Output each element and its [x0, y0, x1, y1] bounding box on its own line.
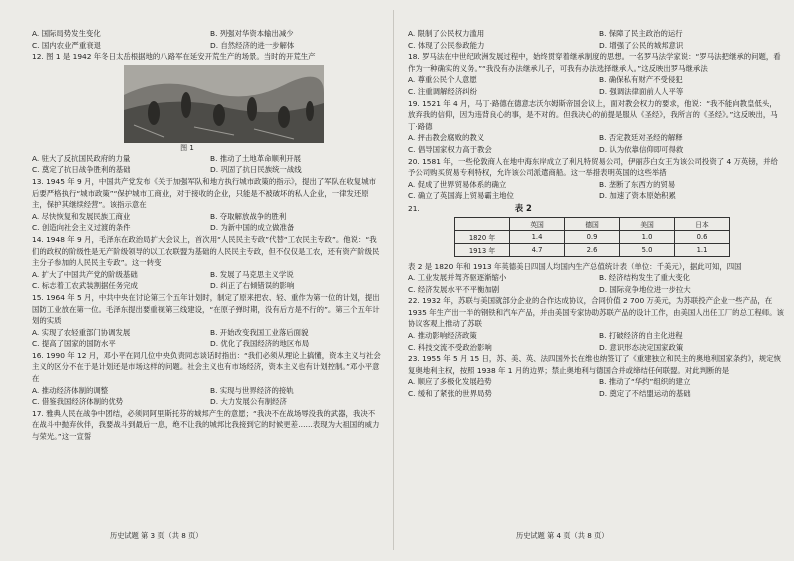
q18-option-a: A. 尊重公民个人意愿 — [408, 75, 477, 85]
q18-stem: 18. 罗马法在中世纪欧洲发展过程中，始终贯穿着继承制度的思想。一名罗马法学家说：“罗马法把继承的问题，看作为一种确实的义务。”“我没有办法继承儿子，可我有办法选择继承人。”这反映出罗马继承法 — [408, 52, 781, 73]
q12-option-b: B. 推动了土地革命顺利开展 — [210, 153, 302, 163]
q13-stem: 13. 1945 年 9 月，中国共产党发布《关于加强军队和地方执行城市政策的指示》，提出了军队在收复城市后要严格执行“城市政策”“保护城市工商业，对于接收的企业，只能是不被破坏的私人企业，一律发还原主，保护其继续经营”。该指示意在 — [32, 176, 376, 210]
q19-options — [408, 132, 784, 155]
q14-option-a: A. 扩大了中国共产党的阶级基础 — [32, 269, 138, 279]
q19-option-b: B. 否定教廷对圣经的解释 — [599, 133, 683, 143]
q12-stem: 12. 图 1 是 1942 年冬日太岳根据地的八路军在延安开荒生产的场景。当时的开荒生产 — [32, 52, 316, 62]
q11-options — [32, 28, 382, 51]
q23-option-c: C. 缓和了紧张的世界局势 — [408, 389, 492, 399]
q21-number: 21. — [408, 203, 420, 213]
q15-option-c: C. 提高了国家的国防水平 — [32, 339, 116, 349]
table-row — [455, 243, 730, 256]
table-cell: 1820 年 — [455, 230, 510, 243]
q14-stem: 14. 1948 年 9 月，毛泽东在政治局扩大会议上，首次用“人民民主专政”代替“工农民主专政”。他说：“我们的政权的阶级性是无产阶级领导的以工农联盟为基础的人民民主专政，但不仅仅是工农，还有资产阶级民主分子参加的人民民主专政”。这一转变 — [32, 234, 380, 268]
q20-option-d: D. 加速了资本原始积累 — [599, 191, 676, 201]
q20-option-a: A. 促成了世界贸易体系的确立 — [408, 179, 507, 189]
table-row — [455, 230, 730, 243]
table-header-row — [455, 217, 730, 230]
q22-option-b: B. 打破经济的自主化进程 — [599, 331, 683, 341]
q17-option-d: D. 增强了公民的城邦意识 — [599, 40, 684, 50]
q12-option-d: D. 巩固了抗日民族统一战线 — [210, 165, 302, 175]
q12-caption: 图 1 — [180, 143, 194, 152]
q20-options — [408, 179, 784, 202]
q23-stem: 23. 1955 年 5 月 15 日，苏、美、英、法四国外长在维也纳签订了《重建独立和民主的奥地利国家条约》，规定恢复奥地利主权，按照 1938 年 1 月的边界；禁止奥地利与德国合并或缔结任何联盟。对此判断的是 — [408, 354, 781, 375]
q11-option-d: D. 自然经济的进一步解体 — [210, 40, 295, 50]
table-header-cell: 美国 — [620, 217, 675, 230]
table-cell: 1913 年 — [455, 243, 510, 256]
q23-option-b: B. 推动了“华约”组织的建立 — [599, 377, 691, 387]
q13-option-c: C. 创造向社会主义过渡的条件 — [32, 223, 131, 233]
q21-option-c: C. 经济发展水平不平衡加剧 — [408, 284, 500, 294]
q22-option-a: A. 推动影响经济政策 — [408, 331, 477, 341]
q21-stem: 表 2 是 1820 年和 1913 年英德美日四国人均国内生产总值统计表（单位：千美元），据此可知，四国 — [408, 261, 742, 271]
table-header-cell: 日本 — [675, 217, 730, 230]
table-cell: 1.0 — [620, 230, 675, 243]
q22-option-c: C. 科技交流不受政治影响 — [408, 342, 492, 352]
q23-options — [408, 376, 784, 399]
table-cell: 0.6 — [675, 230, 730, 243]
q18-option-c: C. 注重调解经济纠纷 — [408, 86, 477, 96]
q22-stem: 22. 1932 年，苏联与美国就部分企业的合作达成协议，合同价值 2 700 万美元，为苏联投产企业一些产品，在 1935 年生产出一半的钢铁和汽车产品，并由美国专家协助苏联产品的设计工作，由美国人出任工厂的总工程师。该协议客观上推动了苏联 — [408, 296, 784, 329]
q20-stem: 20. 1581 年，一些伦敦商人在地中海东岸成立了利凡特贸易公司，伊丽莎白女王为该公司投资了 4 万英镑，并给予公司购买贸易专利特权，允许该公司派遣商船。这一举措表明英国的这些举措 — [408, 156, 778, 178]
q17-option-b: B. 保障了民主政治的运行 — [599, 29, 683, 38]
q12-photo — [124, 65, 324, 143]
page-footer: 历史试题 第 4 页（共 8 页） — [516, 531, 609, 540]
q19-option-c: C. 倡导国家权力高于教会 — [408, 144, 492, 154]
q18-option-d: D. 强调法律面前人人平等 — [599, 86, 684, 96]
table-header-cell: 英国 — [510, 217, 565, 230]
table-title: 表 2 — [514, 202, 532, 213]
q13-option-b: B. 夺取解放战争的胜利 — [210, 211, 287, 221]
q11-option-a: A. 国际局势发生变化 — [32, 29, 101, 38]
q15-options — [32, 327, 382, 350]
q19-stem: 19. 1521 年 4 月，马丁·路德在德意志沃尔姆斯帝国会议上，面对教会权力的要求，他说：“我不能向教皇低头，放弃我的信仰，因为违背良心的事，是不对的。但我决心的前提是服从《圣经》，我所言的《圣经》。”这反映出，马丁·路德 — [408, 98, 778, 131]
q17-option-a: A. 限制了公民权力滥用 — [408, 29, 485, 38]
q19-option-a: A. 抨击教会腐败的教义 — [408, 133, 485, 143]
page-footer: 历史试题 第 3 页（共 8 页） — [110, 531, 203, 540]
q22-option-d: D. 意识形态决定国家政策 — [599, 342, 684, 352]
q23-option-a: A. 顺应了多极化发展趋势 — [408, 377, 492, 387]
q15-option-b: B. 开始改变我国工业落后面貌 — [210, 327, 309, 337]
q13-option-d: D. 为新中国的成立做准备 — [210, 223, 295, 233]
q20-option-c: C. 确立了英国海上贸易霸主地位 — [408, 191, 514, 201]
q16-option-a: A. 推动经济体制的调整 — [32, 385, 109, 395]
q13-option-a: A. 尽快恢复和发展民族工商业 — [32, 211, 131, 221]
q23-option-d: D. 奠定了不结盟运动的基础 — [599, 389, 691, 399]
q16-option-b: B. 实现与世界经济的接轨 — [210, 385, 294, 395]
table-header-cell — [455, 217, 510, 230]
q11-option-c: C. 国内农业严重衰退 — [32, 40, 101, 50]
table-header-cell: 德国 — [565, 217, 620, 230]
q14-option-c: C. 标志着工农武装割据任务完成 — [32, 281, 138, 291]
q14-option-b: B. 发展了马克思主义学说 — [210, 269, 294, 279]
q21-option-b: B. 经济结构发生了重大变化 — [599, 273, 691, 283]
table-cell: 2.6 — [565, 243, 620, 256]
q14-option-d: D. 纠正了右倾错误的影响 — [210, 281, 295, 291]
q17-stem: 17. 雅典人民在战争中团结，必须同阿里斯托芬的城邦产生的意愿；“我决不在战场辱没我的武器，我决不在战斗中抛弃伙伴，我要战斗到最后一息，绝不让我的城邦比我接到它的时候更差……表现为大祖国的威力与荣光。”这一宣誓 — [32, 408, 380, 442]
q21-options — [408, 272, 784, 295]
table-cell: 5.0 — [620, 243, 675, 256]
q22-options — [408, 330, 784, 353]
table-cell: 1.4 — [510, 230, 565, 243]
table-cell: 4.7 — [510, 243, 565, 256]
page-gutter — [393, 10, 394, 550]
page-4 — [396, 0, 794, 561]
q19-option-d: D. 认为依靠信仰即可得救 — [599, 144, 684, 154]
q17-options — [408, 28, 784, 51]
q16-options — [32, 385, 382, 408]
table-cell: 1.1 — [675, 243, 730, 256]
q12-option-a: A. 驻大了反抗国民政府的力量 — [32, 153, 131, 163]
q16-option-c: C. 借鉴我国经济体制的优势 — [32, 397, 124, 407]
q17-option-c: C. 体现了公民参政能力 — [408, 40, 485, 50]
q15-option-a: A. 实现了农轻重部门协调发展 — [32, 327, 131, 337]
q12-option-c: C. 奠定了抗日战争胜利的基础 — [32, 165, 131, 175]
q18-options — [408, 74, 784, 97]
page-3 — [0, 0, 392, 561]
q16-stem: 16. 1990 年 12 月，邓小平在同几位中央负责同志谈话时指出：“我们必须从理论上搞懂，资本主义与社会主义的区分不在于是计划还是市场这样的问题。社会主义也有市场经济，资本主义也有计划控制。”邓小平意在 — [32, 350, 381, 384]
q21-option-d: D. 国际竞争地位进一步拉大 — [599, 284, 691, 294]
q18-option-b: B. 确保私有财产不受侵犯 — [599, 75, 683, 85]
q11-option-b: B. 列强对华资本输出减少 — [210, 29, 294, 38]
q15-stem: 15. 1964 年 5 月，中共中央在讨论第三个五年计划时，制定了原来把农、轻、重作为第一位的计划，提出国防工业放在第一位。毛泽东提出要重视第三线建设，“在原子弹时期，没有后方是不行的”。第三个五年计划的实质 — [32, 292, 380, 326]
q12-options — [32, 153, 382, 176]
q15-option-d: D. 优化了我国经济的地区布局 — [210, 339, 310, 349]
q14-options — [32, 269, 382, 292]
table-cell: 0.9 — [565, 230, 620, 243]
q21-option-a: A. 工业发展并驾齐驱逐渐缩小 — [408, 273, 507, 283]
q16-option-d: D. 大力发展公有制经济 — [210, 397, 287, 407]
q13-options — [32, 211, 382, 234]
q20-option-b: B. 垄断了东西方的贸易 — [599, 179, 676, 189]
gdp-table — [454, 217, 730, 257]
